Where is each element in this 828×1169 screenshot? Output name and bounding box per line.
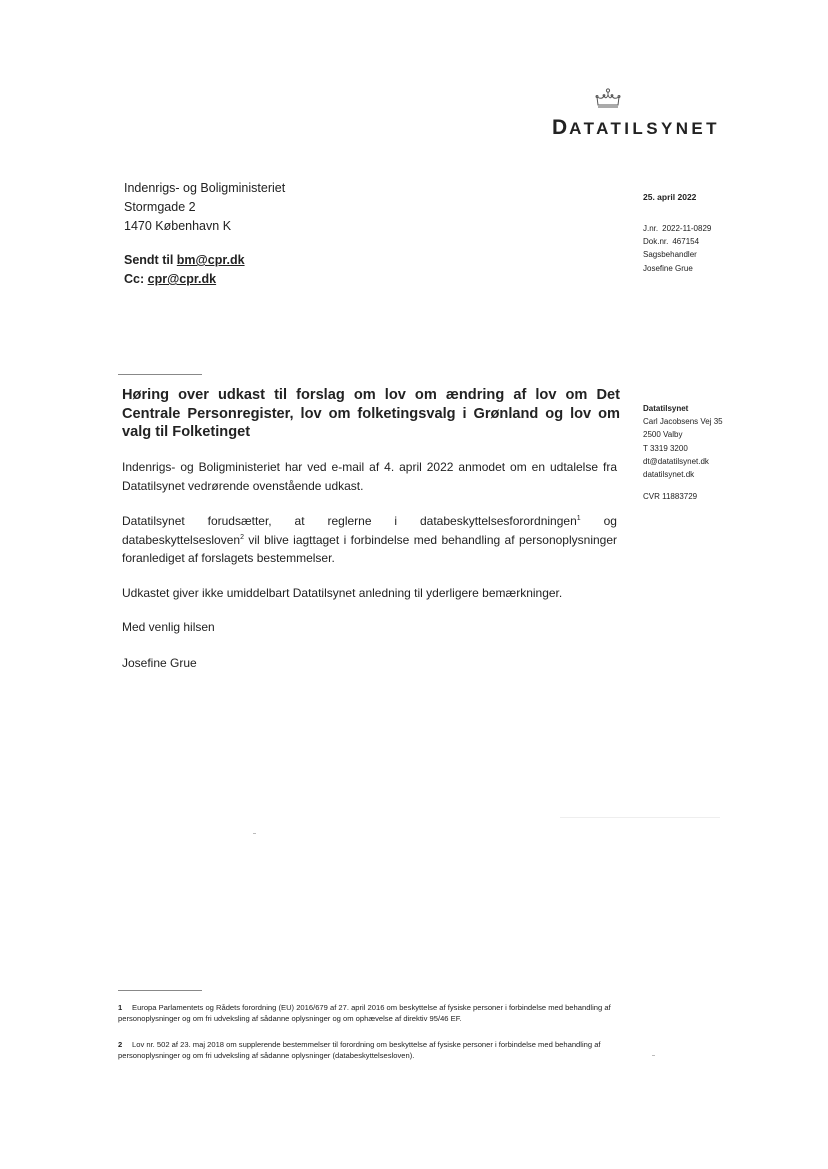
recipient-address [124, 179, 285, 236]
signature: Josefine Grue [122, 656, 197, 670]
cc-label: Cc: [124, 272, 145, 286]
dok-label: Dok.nr. [643, 237, 669, 247]
recipient-line: Indenrigs- og Boligministeriet [124, 181, 286, 195]
footnote-number: 2 [118, 1040, 123, 1049]
jnr-value: 2022-11-0829 [662, 224, 712, 233]
contact-org: Datatilsynet [643, 404, 689, 413]
recipient-line: 1470 København K [124, 219, 232, 233]
contact-email[interactable]: dt@datatilsynet.dk [643, 456, 709, 466]
dok-value: 467154 [672, 237, 700, 247]
sent-block [124, 251, 245, 289]
footnote-number: 1 [118, 1003, 123, 1012]
reference-block [643, 222, 711, 275]
contact-street: Carl Jacobsens Vej 35 [643, 417, 723, 427]
contact-block [643, 402, 723, 503]
organization-logo: DATATILSYNET [552, 116, 720, 139]
contact-web[interactable]: datatilsynet.dk [643, 470, 695, 480]
handler-label: Sagsbehandler [643, 250, 697, 260]
paragraph-2 [122, 512, 617, 568]
p2-word: reglerne [327, 514, 372, 528]
p2-word: databeskyttelsesforordningen [419, 514, 577, 528]
p2-line2-start: databeskyttelsesloven [122, 532, 241, 547]
contact-phone: T 3319 3200 [643, 443, 688, 453]
footnote-text: Europa Parlamentets og Rådets forordning (EU) 2016/679 af 27. april 2016 om beskyttelse af fysiske personer i forbindelse med behandling af personoplysninger og om fri udveksling af sådanne oplysninger og om ophævelse af direktiv 95/46 EF. [118, 1003, 611, 1023]
crown-icon [594, 88, 622, 110]
closing: Med venlig hilsen [122, 620, 215, 634]
divider [118, 374, 202, 375]
p2-word: forudsætter, [207, 514, 272, 528]
recipient-line: Stormgade 2 [124, 200, 196, 214]
paragraph-3: Udkastet giver ikke umiddelbart Datatilsynet anledning til yderligere bemærkninger. [122, 586, 563, 600]
contact-cvr: CVR 11883729 [643, 492, 698, 502]
scan-speck [253, 833, 256, 834]
footnote-2 [118, 1040, 613, 1061]
footnote-text: Lov nr. 502 af 23. maj 2018 om supplerende bestemmelser til forordning om beskyttelse af fysiske personer i forbindelse med behandling af personoplysninger og om fri udveksling af sådanne oplysninger (databeskyttelsesloven). [118, 1040, 601, 1060]
contact-city: 2500 Valby [643, 430, 683, 440]
paragraph-1: Indenrigs- og Boligministeriet har ved e-mail af 4. april 2022 anmodet om en udtalelse fra Datatilsynet vedrørende ovenstående udkast. [122, 460, 617, 493]
jnr-label: J.nr. [643, 224, 659, 233]
p2-rest: vil blive iagttaget i forbindelse med behandling af personoplysninger foranlediget af forslagets bestemmelser. [122, 532, 617, 565]
scan-speck [560, 817, 720, 818]
p2-word: Datatilsynet [122, 514, 185, 528]
p2-word: og [603, 514, 617, 528]
footnote-divider [118, 990, 202, 991]
cc-email-link[interactable]: cpr@cpr.dk [147, 272, 217, 286]
p2-word: at [294, 514, 305, 528]
p2-word: i [394, 514, 398, 528]
handler-name: Josefine Grue [643, 263, 693, 273]
footnote-1 [118, 1003, 613, 1024]
letter-heading: Høring over udkast til forslag om lov om ændring af lov om Det Centrale Personregister, lov om folketingsvalg i Grønland og lov om valg til Folketinget [122, 387, 620, 440]
footnote-ref-1[interactable]: 1 [576, 515, 581, 522]
sent-to-label: Sendt til [124, 253, 174, 267]
letter-date: 25. april 2022 [643, 192, 697, 202]
scan-speck [652, 1055, 655, 1056]
sent-to-email-link[interactable]: bm@cpr.dk [176, 253, 245, 267]
footnote-ref-2[interactable]: 2 [240, 533, 244, 541]
